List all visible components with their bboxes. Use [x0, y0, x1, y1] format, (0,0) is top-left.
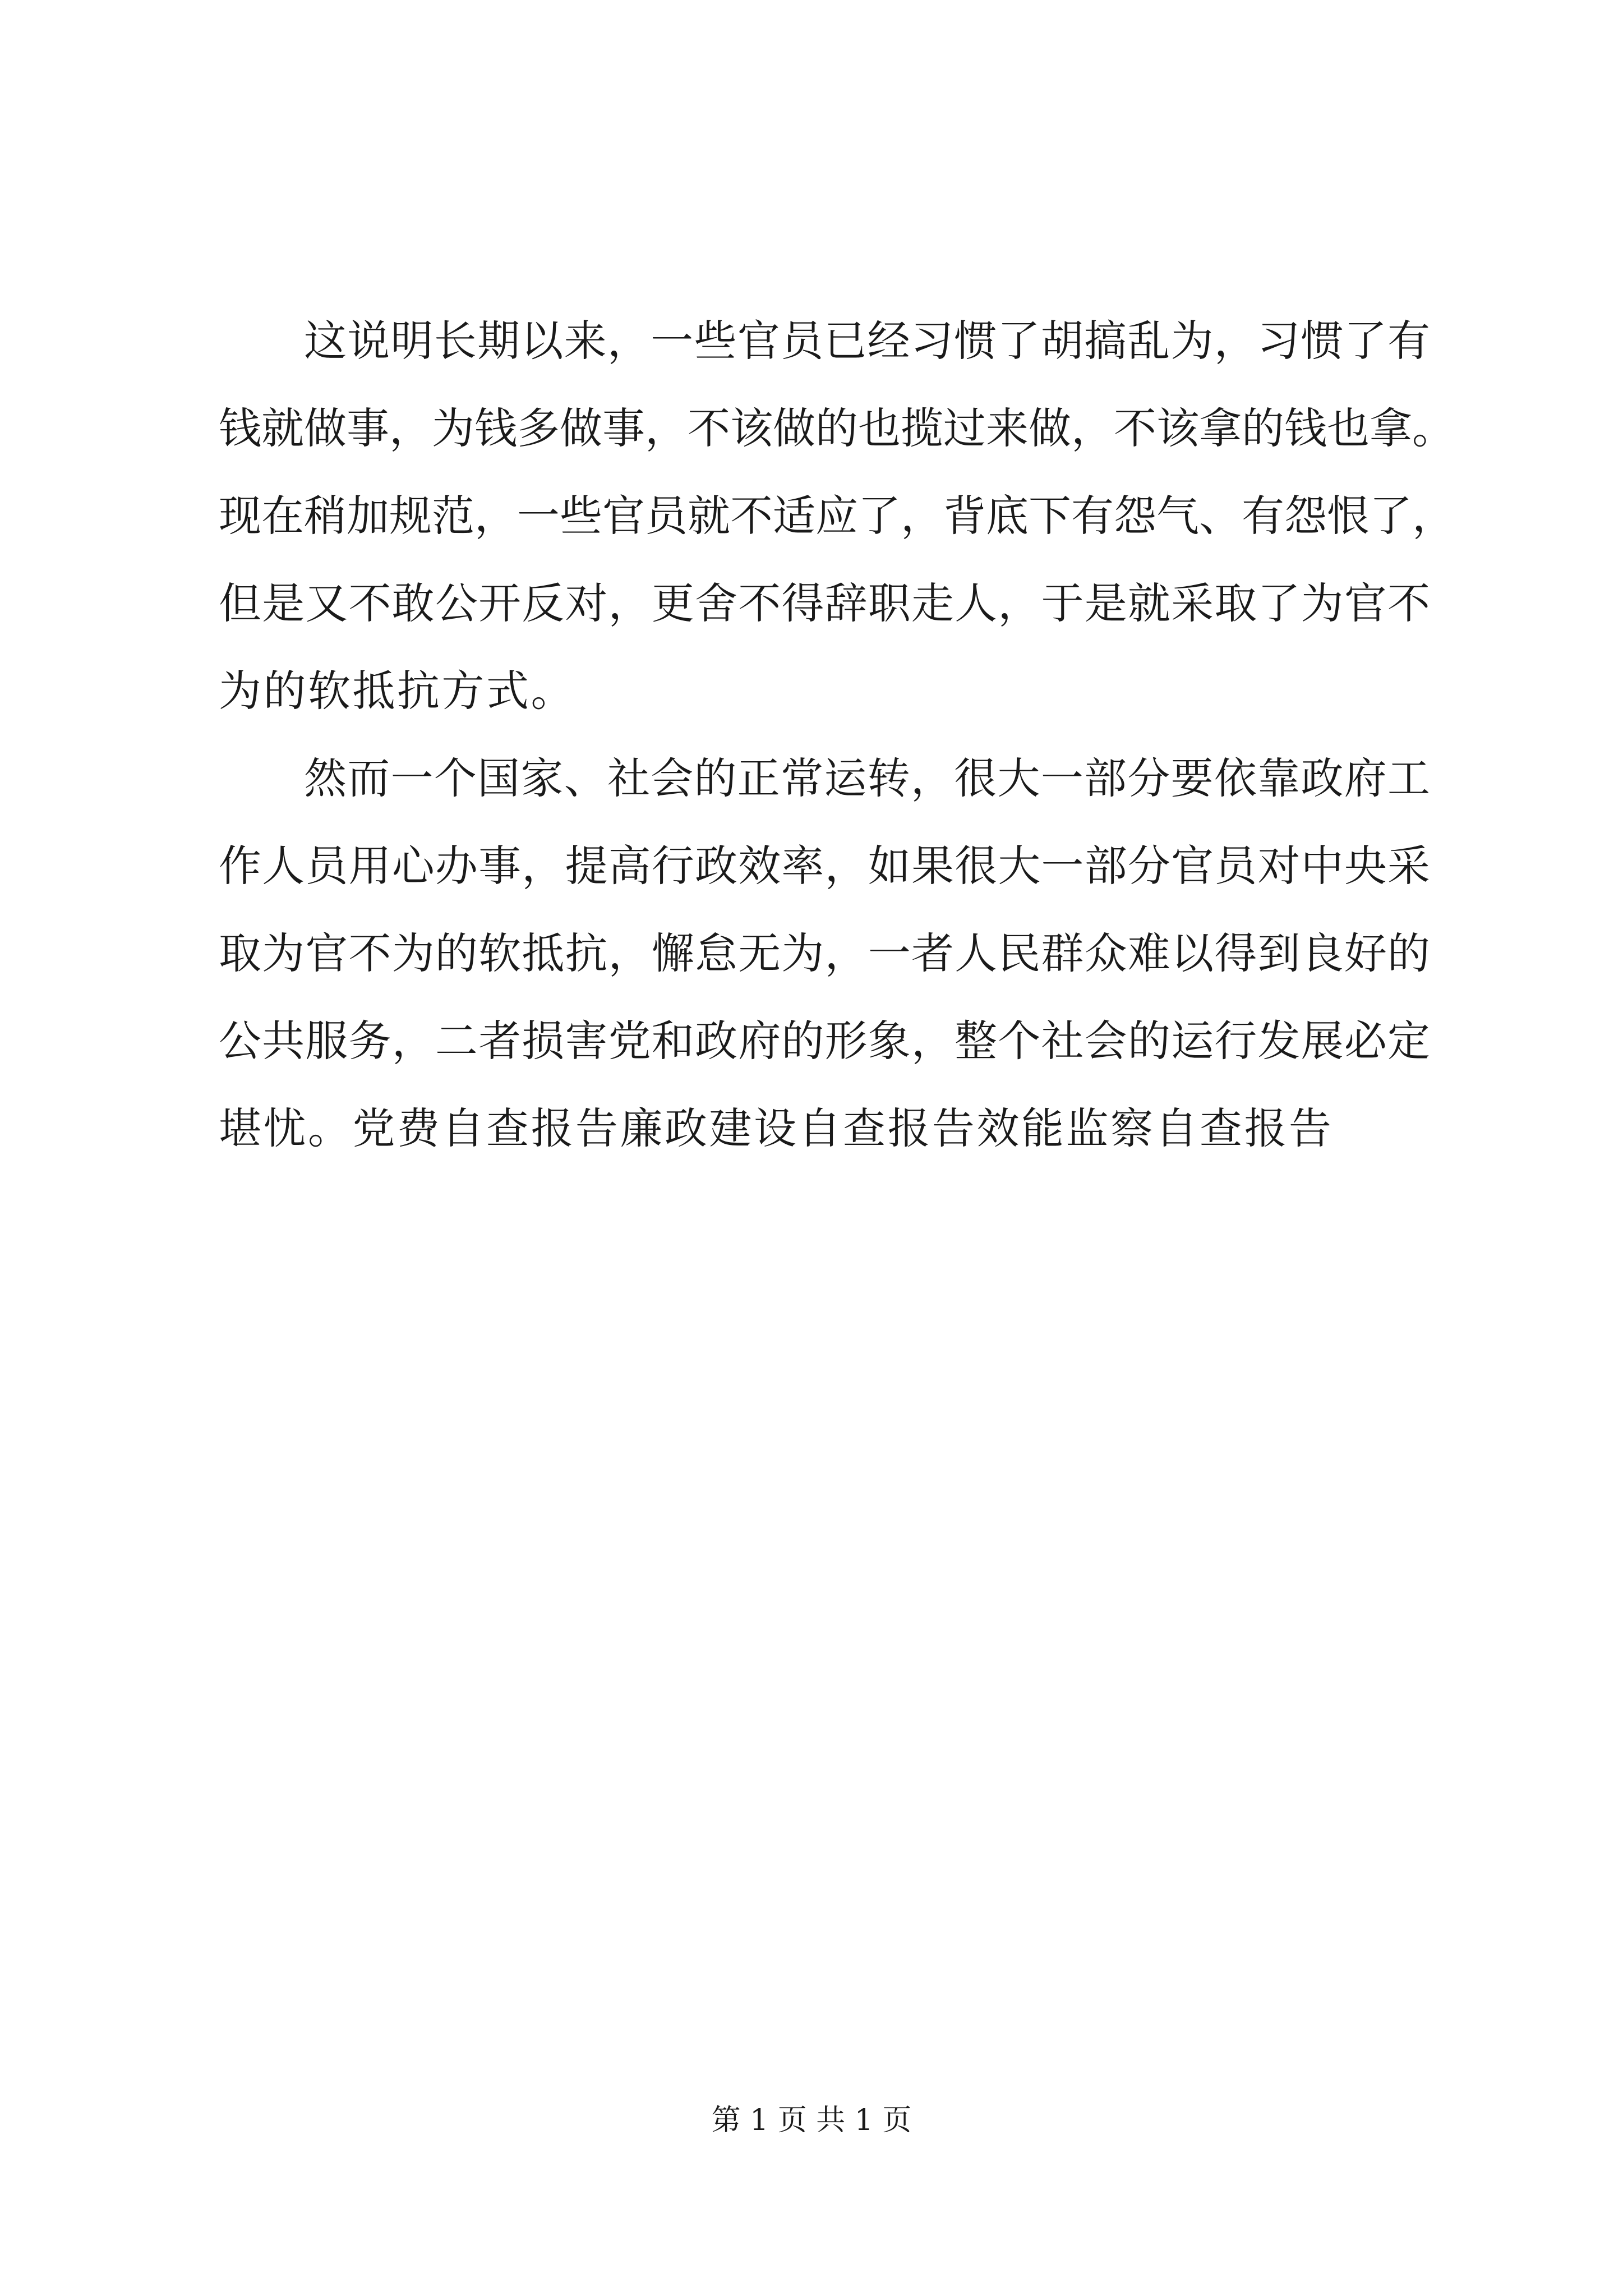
page-number-footer: 第 1 页 共 1 页 — [711, 2104, 912, 2137]
paragraph-1-line-2: 钱就做事，为钱多做事，不该做的也揽过来做，不该拿的钱也拿。 — [219, 403, 1455, 453]
paragraph-1-line-4: 但是又不敢公开反对，更舍不得辞职走人，于是就采取了为官不 — [219, 578, 1430, 628]
paragraph-2-line-4: 公共服务，二者损害党和政府的形象，整个社会的运行发展必定 — [219, 1016, 1430, 1066]
paragraph-2-line-5: 堪忧。党费自查报告廉政建设自查报告效能监察自查报告 — [219, 1103, 1334, 1153]
body-text — [219, 297, 1455, 1172]
paragraph-1-line-5: 为的软抵抗方式。 — [219, 666, 575, 716]
paragraph-2-line-3: 取为官不为的软抵抗，懈怠无为，一者人民群众难以得到良好的 — [219, 928, 1430, 978]
paragraph-2-line-1: 然而一个国家、社会的正常运转，很大一部分要依靠政府工 — [304, 753, 1430, 803]
paragraph-1-line-1: 这说明长期以来，一些官员已经习惯了胡搞乱为，习惯了有 — [304, 316, 1430, 366]
paragraph-2-line-2: 作人员用心办事，提高行政效率，如果很大一部分官员对中央采 — [219, 841, 1430, 891]
paragraph-1-line-3: 现在稍加规范，一些官员就不适应了，背底下有怨气、有怨恨了， — [219, 491, 1455, 541]
